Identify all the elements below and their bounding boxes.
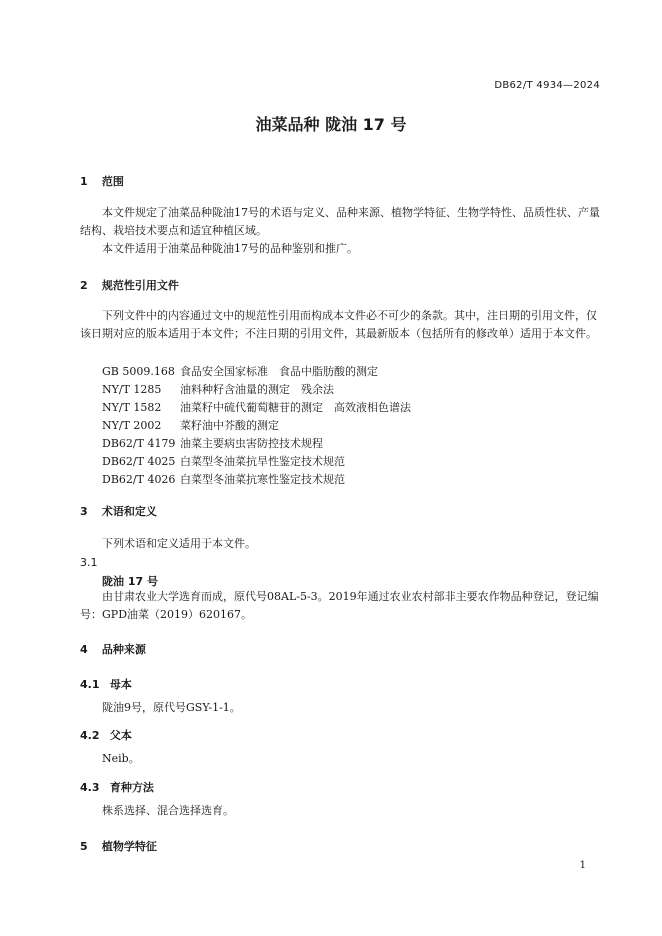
subsection-number: 4.2: [80, 729, 100, 742]
reference-name: 菜籽油中芥酸的测定: [180, 419, 279, 432]
subsection-body: [80, 699, 600, 717]
page-title: 油菜品种 陇油 17 号: [255, 115, 407, 134]
subsection-number: 3.1: [80, 556, 98, 569]
subsection-title: 父本: [109, 729, 132, 742]
term-definition: 由甘肃农业大学选育而成，原代号08AL-5-3。2019年通过农业农村部非主要农作物品种登记，登记编号：GPD油菜（2019）620167。: [80, 590, 599, 621]
reference-name: 食品安全国家标准 食品中脂肪酸的测定: [180, 365, 378, 378]
subsection-heading-breeding-method: [80, 779, 154, 795]
paragraph: 本文件规定了油菜品种陇油17号的术语与定义、品种来源、植物学特征、生物学特性、品质性状、产量结构、栽培技术要点和适宜种植区域。: [80, 206, 600, 237]
section-number: 5: [80, 840, 88, 853]
subsection-body: [80, 750, 600, 768]
subsection-heading-male-parent: [80, 727, 132, 743]
section-title: 植物学特征: [101, 840, 157, 853]
reference-item: [102, 435, 323, 451]
reference-name: 油菜主要病虫害防控技术规程: [180, 437, 323, 450]
section-number: 2: [80, 279, 88, 292]
reference-code: NY/T 2002: [102, 419, 162, 432]
subsection-body: [80, 802, 600, 820]
paragraph: 下列术语和定义适用于本文件。: [102, 537, 256, 550]
paragraph: Neib。: [102, 752, 140, 765]
subsection-title: 母本: [109, 678, 132, 691]
section-body-terms: [80, 535, 600, 553]
reference-code: DB62/T 4026: [102, 473, 176, 486]
paragraph: 本文件适用于油菜品种陇油17号的品种鉴别和推广。: [102, 242, 358, 255]
reference-item: [102, 399, 411, 415]
term-definition-block: [80, 588, 600, 624]
reference-code: DB62/T 4025: [102, 455, 176, 468]
section-body-references: [80, 307, 600, 343]
reference-code: NY/T 1285: [102, 383, 162, 396]
paragraph: 下列文件中的内容通过文中的规范性引用而构成本文件必不可少的条款。其中，注日期的引用文件，仅该日期对应的版本适用于本文件；不注日期的引用文件，其最新版本（包括所有的修改单）适用于本文件。: [80, 309, 597, 340]
section-title: 品种来源: [101, 643, 146, 656]
reference-code: DB62/T 4179: [102, 437, 176, 450]
reference-name: 油菜籽中硫代葡萄糖苷的测定 高效液相色谱法: [180, 401, 411, 414]
section-heading-scope: [80, 173, 124, 189]
reference-item: [102, 471, 345, 487]
reference-name: 白菜型冬油菜抗寒性鉴定技术规范: [180, 473, 345, 486]
section-title: 术语和定义: [101, 505, 157, 518]
reference-item: [102, 453, 345, 469]
subsection-title: 育种方法: [109, 781, 154, 794]
section-number: 1: [80, 175, 88, 188]
term-name: 陇油 17 号: [102, 575, 158, 588]
section-title: 范围: [101, 175, 124, 188]
reference-code: GB 5009.168: [102, 365, 175, 378]
paragraph: 株系选择、混合选择选育。: [102, 804, 234, 817]
subsection-number: 4.1: [80, 678, 100, 691]
section-number: 4: [80, 643, 88, 656]
reference-item: [102, 363, 378, 379]
reference-name: 白菜型冬油菜抗旱性鉴定技术规范: [180, 455, 345, 468]
section-heading-normative-references: [80, 277, 179, 293]
paragraph: 陇油9号，原代号GSY-1-1。: [102, 701, 241, 714]
section-heading-terms: [80, 503, 157, 519]
section-number: 3: [80, 505, 88, 518]
subsection-number: 4.3: [80, 781, 100, 794]
reference-name: 油料种籽含油量的测定 残余法: [180, 383, 334, 396]
reference-item: [102, 381, 334, 397]
subsection-heading-female-parent: [80, 676, 132, 692]
section-heading-botanical-traits: [80, 838, 157, 854]
section-body-scope: [80, 204, 600, 258]
page-number: 1: [579, 860, 586, 871]
reference-item: [102, 417, 279, 433]
section-title: 规范性引用文件: [101, 279, 179, 292]
reference-code: NY/T 1582: [102, 401, 162, 414]
section-heading-variety-origin: [80, 641, 146, 657]
document-number: DB62/T 4934—2024: [494, 80, 600, 91]
